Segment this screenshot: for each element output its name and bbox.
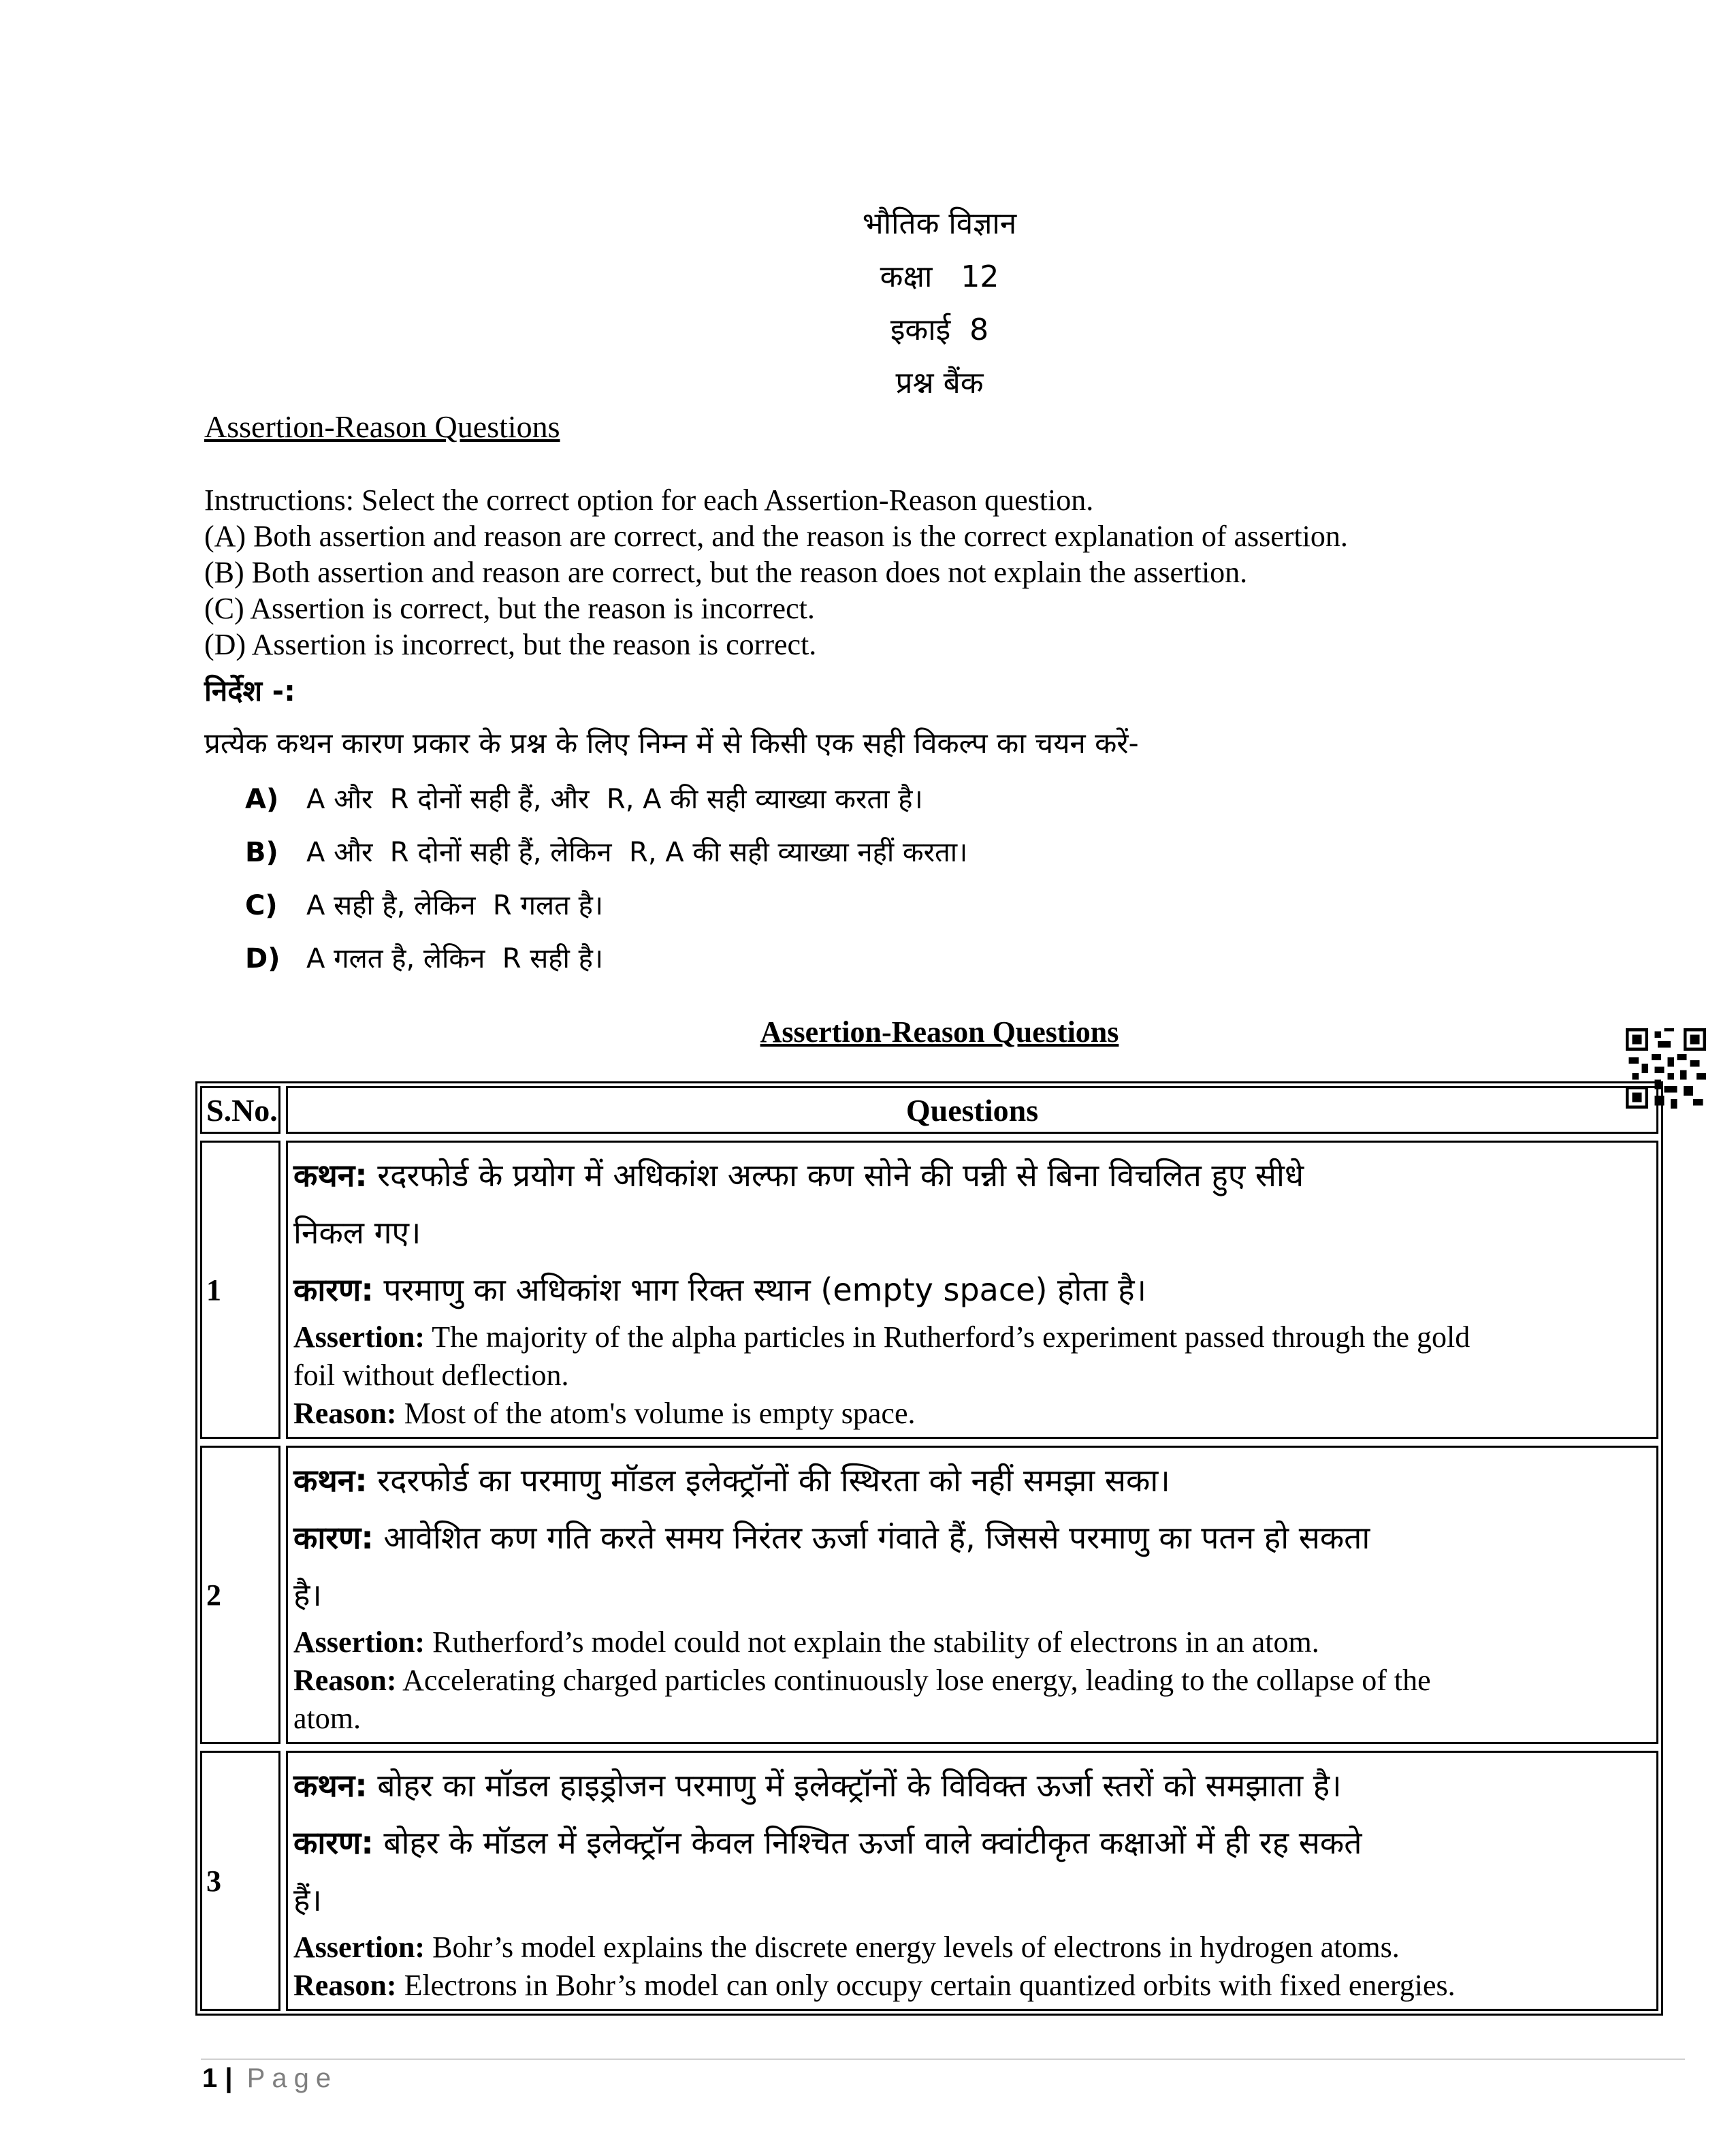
question-cell xyxy=(286,1446,1658,1744)
line-label: Reason: xyxy=(293,1664,397,1697)
option-text: A गलत है, लेकिन R सही है। xyxy=(306,943,603,974)
hindi-options-list xyxy=(245,773,967,985)
unit-label: इकाई 8 xyxy=(890,313,989,347)
english-line xyxy=(293,1623,1651,1662)
instruction-option: (D) Assertion is incorrect, but the reason is correct. xyxy=(204,628,817,661)
question-cell xyxy=(286,1751,1658,2011)
line-label: Assertion: xyxy=(293,1320,425,1354)
option-text: A और R दोनों सही हैं, लेकिन R, A की सही व्याख्या नहीं करता। xyxy=(306,837,968,868)
line-label: Assertion: xyxy=(293,1930,425,1964)
english-line xyxy=(293,1662,1651,1700)
hindi-line xyxy=(293,1566,1651,1623)
line-text: Bohr’s model explains the discrete energy levels of electrons in hydrogen atoms. xyxy=(425,1930,1400,1964)
question-cell xyxy=(286,1141,1658,1439)
hindi-instructions-text: प्रत्येक कथन कारण प्रकार के प्रश्न के लिए निम्न में से किसी एक सही विकल्प का चयन करें- xyxy=(204,727,1139,760)
option-label: C) xyxy=(245,890,278,921)
english-line xyxy=(293,1700,1651,1738)
line-text: रदरफोर्ड का परमाणु मॉडल इलेक्ट्रॉनों की स्थिरता को नहीं समझा सका। xyxy=(367,1462,1170,1499)
hindi-option xyxy=(245,773,967,826)
row-number: 1 xyxy=(200,1141,280,1439)
option-label: B) xyxy=(245,837,278,868)
section-subtitle: Assertion-Reason Questions xyxy=(204,409,560,444)
line-text: Electrons in Bohr’s model can only occupy certain quantized orbits with fixed energies. xyxy=(396,1969,1456,2002)
hindi-line xyxy=(293,1814,1651,1871)
questions-header: Questions xyxy=(286,1086,1658,1134)
line-text: परमाणु का अधिकांश भाग रिक्त स्थान (empty space) होता है। xyxy=(373,1271,1146,1308)
line-label: कथन: xyxy=(293,1157,368,1194)
instruction-option: (A) Both assertion and reason are correct, and the reason is the correct explanation of assertion. xyxy=(204,520,1348,553)
row-number: 2 xyxy=(200,1446,280,1744)
hindi-line xyxy=(293,1509,1651,1566)
line-text: foil without deflection. xyxy=(293,1358,569,1392)
english-line xyxy=(293,1928,1651,1967)
english-line xyxy=(293,1967,1651,2005)
line-text: Accelerating charged particles continuously lose energy, leading to the collapse of the xyxy=(396,1664,1431,1697)
hindi-line xyxy=(293,1147,1651,1204)
row-number: 3 xyxy=(200,1751,280,2011)
instructions-intro: Instructions: Select the correct option for each Assertion-Reason question. xyxy=(204,483,1094,517)
line-text: The majority of the alpha particles in Rutherford’s experiment passed through the gold xyxy=(425,1320,1470,1354)
line-text: Most of the atom's volume is empty space. xyxy=(396,1397,916,1430)
line-label: कथन: xyxy=(293,1462,368,1499)
table-row xyxy=(200,1751,1658,2011)
table-header-row xyxy=(200,1086,1658,1134)
line-label: Reason: xyxy=(293,1969,397,2002)
sno-header: S.No. xyxy=(200,1086,280,1134)
line-text: निकल गए। xyxy=(293,1214,421,1251)
line-label: कारण: xyxy=(293,1519,374,1556)
line-label: Assertion: xyxy=(293,1625,425,1659)
questions-table xyxy=(195,1081,1663,2016)
option-label: A) xyxy=(245,784,279,815)
page-footer xyxy=(202,2063,338,2094)
question-bank-label: प्रश्न बैंक xyxy=(895,366,984,400)
line-label: Reason: xyxy=(293,1397,397,1430)
table-row xyxy=(200,1141,1658,1439)
line-text: हैं। xyxy=(293,1881,322,1918)
line-text: बोहर के मॉडल में इलेक्ट्रॉन केवल निश्चित ऊर्जा वाले क्वांटीकृत कक्षाओं में ही रह सकते xyxy=(373,1824,1362,1861)
line-text: है। xyxy=(293,1576,322,1613)
hindi-line xyxy=(293,1452,1651,1509)
document-header xyxy=(681,197,1198,410)
class-label: कक्षा 12 xyxy=(880,259,999,294)
subject-title: भौतिक विज्ञान xyxy=(862,206,1017,241)
page-number: 1 xyxy=(202,2063,218,2093)
option-label: D) xyxy=(245,943,280,974)
english-instructions xyxy=(204,482,1348,663)
footer-separator: | xyxy=(217,2063,240,2093)
hindi-line xyxy=(293,1757,1651,1814)
table-row xyxy=(200,1446,1658,1744)
line-text: आवेशित कण गति करते समय निरंतर ऊर्जा गंवाते हैं, जिससे परमाणु का पतन हो सकता xyxy=(373,1519,1370,1556)
hindi-line xyxy=(293,1871,1651,1928)
option-text: A सही है, लेकिन R गलत है। xyxy=(306,890,603,921)
line-label: कारण: xyxy=(293,1824,374,1861)
hindi-option xyxy=(245,879,967,932)
hindi-line xyxy=(293,1204,1651,1261)
instruction-option: (C) Assertion is correct, but the reason is incorrect. xyxy=(204,592,815,625)
english-line xyxy=(293,1395,1651,1433)
hindi-option xyxy=(245,826,967,879)
line-text: रदरफोर्ड के प्रयोग में अधिकांश अल्फा कण सोने की पन्नी से बिना विचलित हुए सीधे xyxy=(367,1157,1304,1194)
line-label: कारण: xyxy=(293,1271,374,1308)
hindi-line xyxy=(293,1261,1651,1318)
line-text: Rutherford’s model could not explain the stability of electrons in an atom. xyxy=(425,1625,1319,1659)
hindi-option xyxy=(245,932,967,985)
line-text: बोहर का मॉडल हाइड्रोजन परमाणु में इलेक्ट्रॉनों के विविक्त ऊर्जा स्तरों को समझाता है। xyxy=(367,1767,1342,1804)
line-label: कथन: xyxy=(293,1767,368,1804)
footer-divider xyxy=(201,2059,1685,2060)
english-line xyxy=(293,1318,1651,1356)
instruction-option: (B) Both assertion and reason are correct, but the reason does not explain the assertion. xyxy=(204,556,1248,589)
option-text: A और R दोनों सही हैं, और R, A की सही व्याख्या करता है। xyxy=(306,784,923,815)
english-line xyxy=(293,1356,1651,1395)
line-text: atom. xyxy=(293,1702,361,1735)
page-label: Page xyxy=(246,2063,338,2093)
table-title: Assertion-Reason Questions xyxy=(760,1015,1119,1049)
hindi-instructions-heading: निर्देश -: xyxy=(204,674,295,708)
